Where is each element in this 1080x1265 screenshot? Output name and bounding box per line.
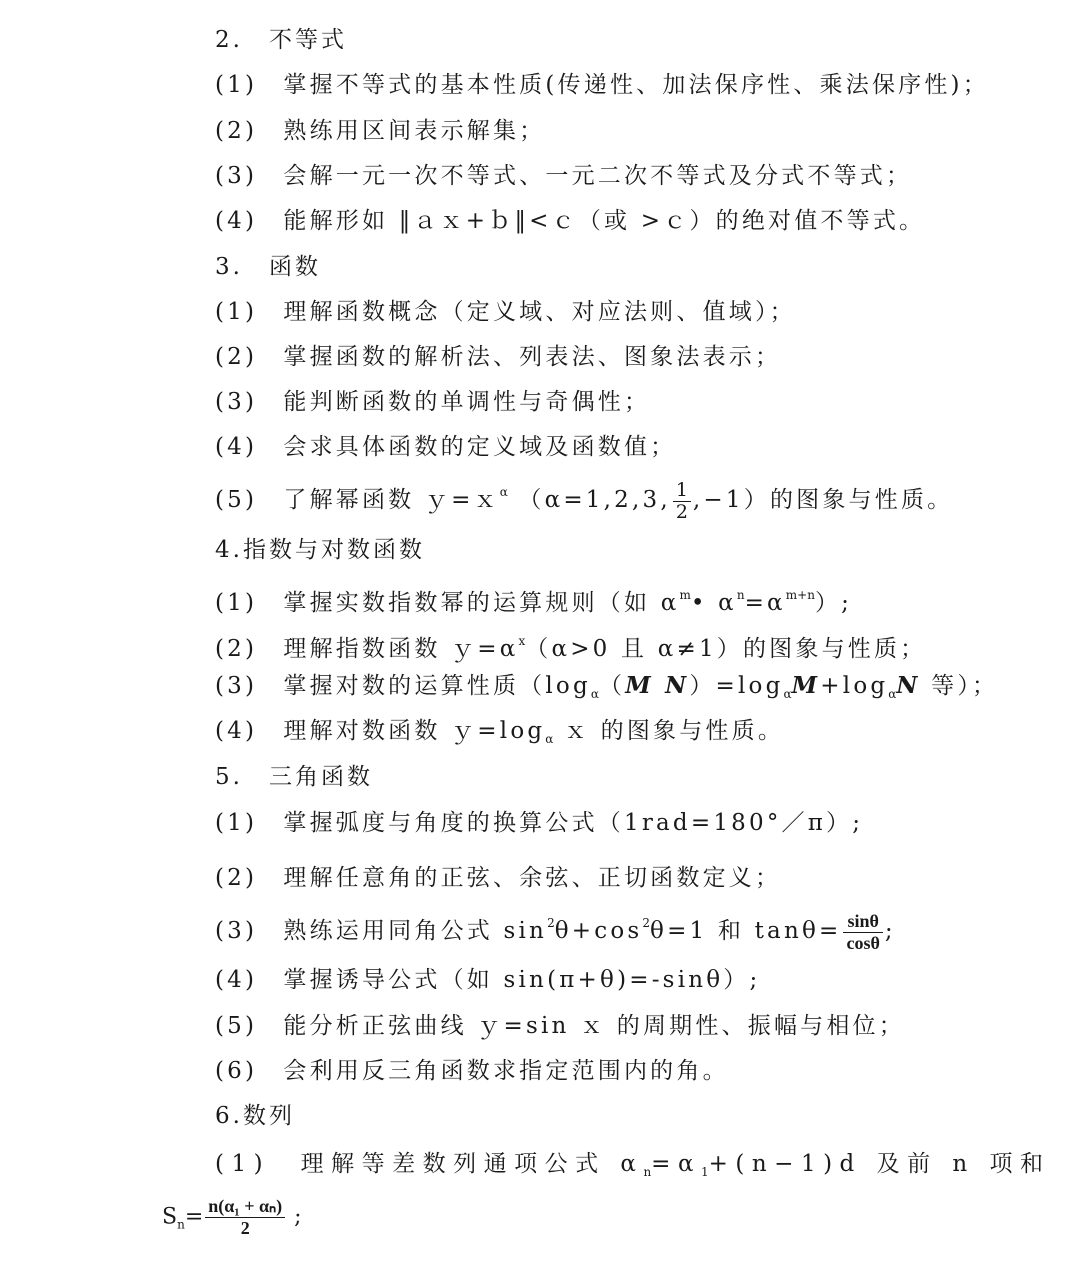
- subscript: α: [888, 687, 897, 701]
- fraction-sin-over-cos: [843, 911, 882, 954]
- section-6-title: 6.数列: [215, 1103, 295, 1129]
- section-5-title: 5. 三角函数: [215, 764, 373, 790]
- math-variable: M: [791, 672, 821, 699]
- section-3-item-1: (1) 理解函数概念（定义域、对应法则、值域）；: [215, 299, 796, 325]
- fraction-denominator: 2: [240, 1218, 250, 1238]
- fraction-numerator: n(α₁ + αₙ): [205, 1196, 285, 1218]
- fraction-one-half: [673, 480, 691, 523]
- section-5-item-6: (6) 会利用反三角函数求指定范围内的角。: [215, 1058, 729, 1084]
- section-5-item-3: [215, 908, 896, 954]
- section-5-item-5: (5) 能分析正弦曲线 ｙ=sin ｘ 的周期性、振幅与相位；: [215, 1013, 905, 1039]
- subscript: α: [783, 687, 792, 701]
- superscript: α: [499, 485, 508, 499]
- superscript: x: [518, 634, 526, 648]
- section-3-item-4: (4) 会求具体函数的定义域及函数值；: [215, 434, 677, 460]
- section-4-item-3: [215, 671, 998, 709]
- text-segment: （: [599, 673, 626, 699]
- subscript: 1: [700, 1165, 709, 1179]
- text-segment: +(n−1)d 及前 n 项和: [708, 1151, 1051, 1177]
- fraction-denominator: cosθ: [846, 932, 880, 953]
- text-segment: (3) 掌握对数的运算性质（log: [215, 673, 591, 699]
- text-segment: • α: [690, 590, 737, 616]
- subscript: α: [590, 687, 600, 701]
- fraction-numerator: sinθ: [843, 911, 882, 933]
- section-4-item-1: [215, 580, 852, 618]
- section-2-item-4: (4) 能解形如 ‖ａｘ+ｂ‖<ｃ（或 >ｃ）的绝对值不等式。: [215, 208, 926, 234]
- superscript: 2: [642, 916, 651, 930]
- subscript: n: [177, 1217, 185, 1232]
- superscript: m+n: [785, 588, 815, 602]
- section-2-title: 2. 不等式: [215, 27, 347, 53]
- text-segment: =α: [744, 590, 786, 616]
- section-2-item-2: (2) 熟练用区间表示解集；: [215, 118, 546, 144]
- text-segment: (4) 理解对数函数 ｙ=log: [215, 718, 546, 744]
- fraction-sum: [205, 1196, 285, 1239]
- math-variable: N: [896, 672, 921, 699]
- text-segment: 等）；: [920, 673, 999, 699]
- section-4-item-2: [215, 626, 926, 664]
- section-5-item-1: (1) 掌握弧度与角度的换算公式（1rad=180°／π）;: [215, 810, 864, 836]
- superscript: m: [679, 588, 691, 602]
- section-4-title: 4.指数与对数函数: [215, 537, 425, 563]
- text-segment: S: [162, 1204, 178, 1230]
- section-3-title: 3. 函数: [215, 254, 321, 280]
- section-5-item-2: (2) 理解任意角的正弦、余弦、正切函数定义；: [215, 865, 782, 891]
- text-segment: +log: [820, 673, 889, 699]
- text-segment: (2) 理解指数函数 ｙ=α: [215, 636, 519, 662]
- text-segment: ）;: [814, 590, 853, 616]
- text-segment: （α>0 且 α≠1）的图象与性质；: [525, 636, 927, 662]
- section-5-item-4: (4) 掌握诱导公式（如 sin(π+θ)=-sinθ）;: [215, 967, 761, 993]
- text-segment: ）=log: [689, 673, 784, 699]
- text-segment: (5) 了解幂函数 ｙ=ｘ: [215, 487, 500, 513]
- section-2-item-3: (3) 会解一元一次不等式、一元二次不等式及分式不等式；: [215, 163, 913, 189]
- section-6-item-1: [215, 1149, 1051, 1187]
- superscript: n: [736, 588, 745, 602]
- text-segment: (3) 熟练运用同角公式 sin: [215, 918, 548, 944]
- text-segment: =: [184, 1204, 204, 1230]
- fraction-numerator: 1: [673, 480, 691, 502]
- text-segment: (1) 理解等差数列通项公式 α: [215, 1151, 644, 1177]
- text-segment: ;: [287, 1204, 302, 1230]
- section-3-item-2: (2) 掌握函数的解析法、列表法、图象法表示；: [215, 344, 782, 370]
- subscript: n: [643, 1165, 652, 1179]
- superscript: 2: [547, 916, 555, 930]
- text-segment: ,−1）的图象与性质。: [692, 487, 954, 513]
- section-3-item-3: (3) 能判断函数的单调性与奇偶性；: [215, 389, 651, 415]
- text-segment: ;: [884, 918, 896, 944]
- subscript: α: [545, 732, 554, 746]
- text-segment: （α=1,2,3,: [518, 487, 671, 513]
- text-segment: ｘ 的图象与性质。: [553, 718, 785, 744]
- section-2-item-1: (1) 掌握不等式的基本性质(传递性、加法保序性、乘法保序性)；: [215, 72, 989, 98]
- text-segment: =α: [651, 1151, 701, 1177]
- section-3-item-5: [215, 477, 953, 523]
- text-segment: θ+cos: [554, 918, 643, 944]
- text-segment: (1) 掌握实数指数幂的运算规则（如 α: [215, 590, 680, 616]
- sum-formula: [162, 1196, 302, 1240]
- math-variable: M N: [625, 672, 690, 699]
- text-segment: θ=1 和 tanθ=: [650, 918, 842, 944]
- section-4-item-4: [215, 716, 784, 754]
- fraction-denominator: 2: [675, 500, 688, 523]
